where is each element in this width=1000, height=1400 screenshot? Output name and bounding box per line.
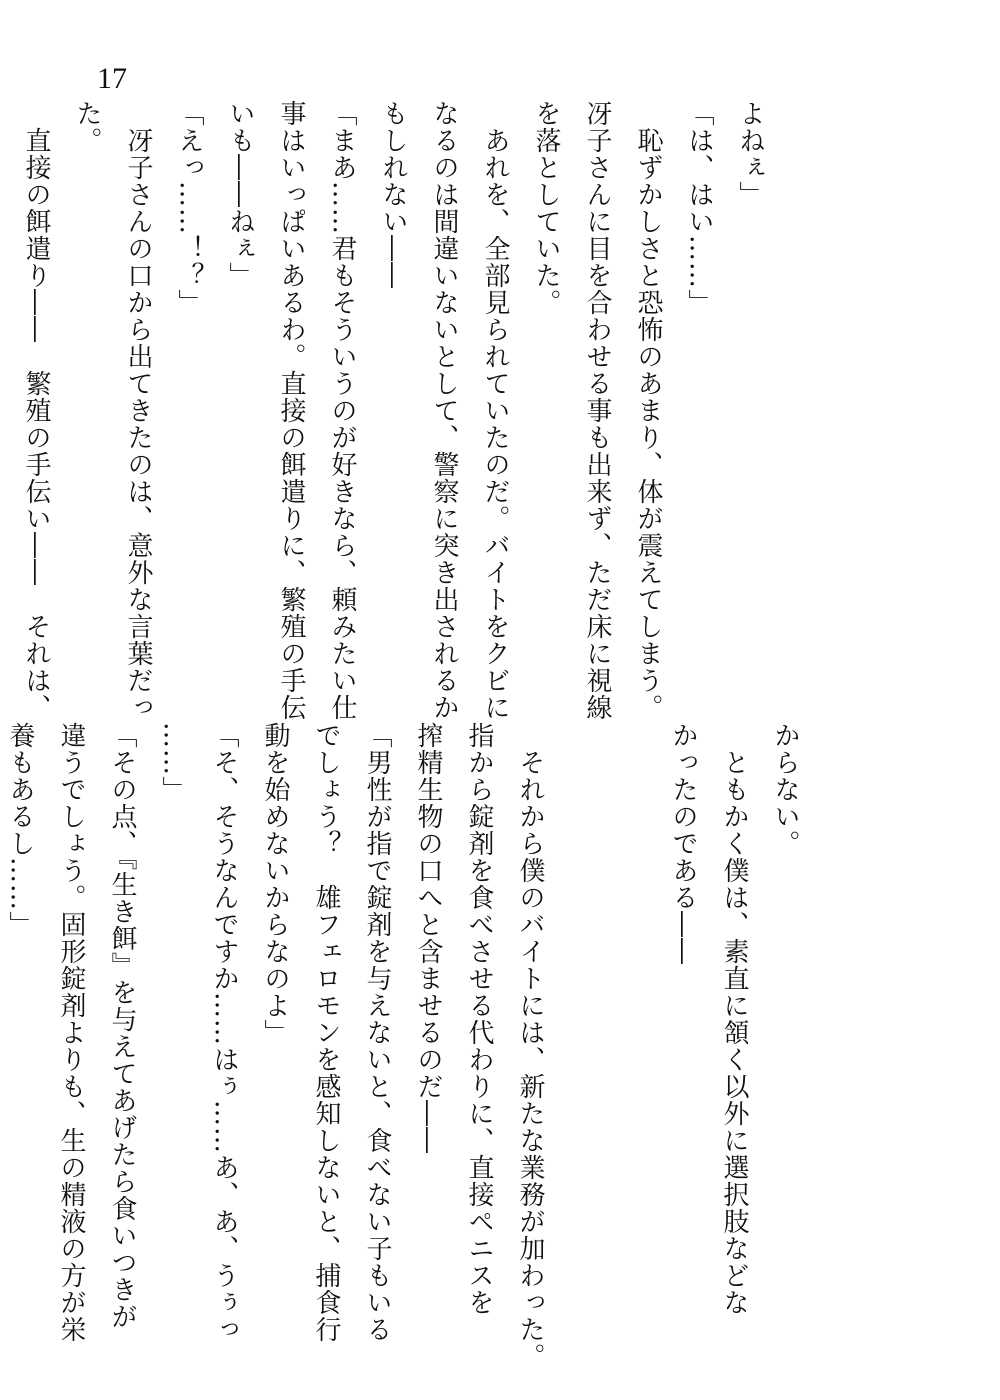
text-line: 冴子さんの口から出てきたのは、意外な言葉だっ — [123, 100, 153, 721]
lower-text-block — [0, 722, 810, 1370]
text-line — [0, 100, 10, 690]
text-line: を落としていた。 — [531, 100, 561, 316]
blank-line — [606, 722, 657, 1302]
text-line: 「まあ……君もそういうのが好きなら、頼みたい仕 — [327, 100, 357, 721]
upper-text-block — [0, 100, 775, 721]
text-line: それから僕のバイトには、新たな業務が加わった。 — [515, 722, 545, 1370]
blank-line — [555, 722, 606, 1302]
text-line: 搾精生物の口へと含ませるのだ―― — [413, 722, 443, 1154]
text-line: 動を始めないからなのよ」 — [260, 722, 290, 1046]
text-line: もしれない―― — [378, 100, 408, 289]
text-line: 事はいっぱいあるわ。直接の餌遣りに、繁殖の手伝 — [276, 100, 306, 721]
text-line: 冴子さんに目を合わせる事も出来ず、ただ床に視線 — [582, 100, 612, 721]
text-line: 「男性が指で錠剤を与えないと、食べない子もいる — [362, 722, 392, 1343]
text-line: ともかく僕は、素直に頷く以外に選択肢などな — [719, 722, 749, 1316]
text-line: よねぇ」 — [735, 100, 765, 208]
page-number: 17 — [97, 62, 127, 95]
text-line: かったのである―― — [668, 722, 698, 965]
text-line: 「その点、『生き餌』を与えてあげたら食いつきが — [107, 722, 137, 1330]
text-line: あれを、全部見られていたのだ。バイトをクビに — [480, 100, 510, 721]
text-line: 直接の餌遣り―― 繁殖の手伝い―― それは、 — [21, 100, 51, 721]
text-line: 違うでしょう。固形錠剤よりも、生の精液の方が栄 — [56, 722, 86, 1343]
text-line: 「は、はい……」 — [684, 100, 714, 316]
text-line: ……」 — [158, 722, 188, 803]
text-line: 養もあるし……」 — [5, 722, 35, 938]
text-line: でしょう？ 雄フェロモンを感知しないと、捕食行 — [311, 722, 341, 1343]
text-line: 指から錠剤を食べさせる代わりに、直接ペニスを — [464, 722, 494, 1316]
text-line: からない。 — [770, 722, 800, 857]
text-line: た。 — [72, 100, 102, 154]
text-line: いも――ねぇ」 — [225, 100, 255, 289]
text-line: 恥ずかしさと恐怖のあまり、体が震えてしまう。 — [633, 100, 663, 721]
text-line: なるのは間違いないとして、警察に突き出されるか — [429, 100, 459, 721]
text-line: 「そ、そうなんですか……はぅ……あ、あ、うぅっ — [209, 722, 239, 1343]
text-line: 「えっ……！？」 — [174, 100, 204, 316]
